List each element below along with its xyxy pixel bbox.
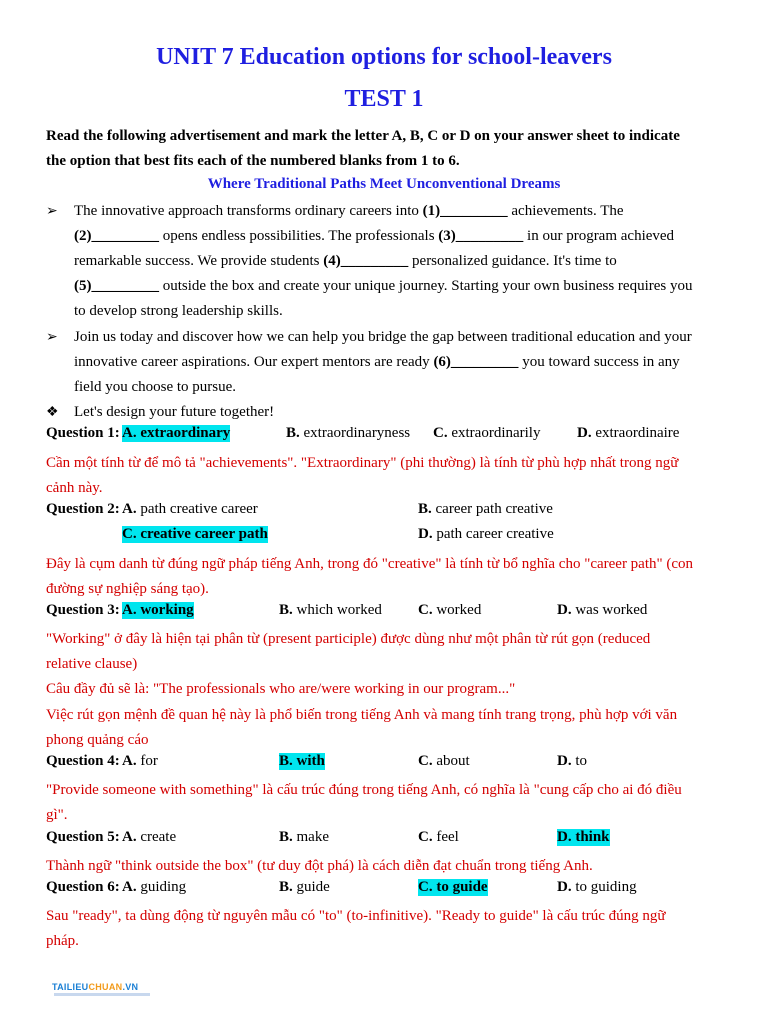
question-6-option-a: A. guiding (122, 879, 187, 895)
question-6-label: Question 6: (46, 879, 120, 895)
advertisement-heading: Where Traditional Paths Meet Unconventional Dreams (207, 176, 561, 192)
question-1-option-c: C. extraordinarily (433, 425, 541, 441)
question-6-option-b: B. guide (279, 879, 330, 895)
question-3-option-b: B. which worked (279, 602, 382, 618)
question-4-option-c: C. about (418, 753, 470, 769)
question-2-option-b: B. career path creative (418, 501, 553, 517)
question-4-explanation-line-2: gì". (46, 807, 68, 823)
question-4-option-a: A. for (122, 753, 158, 769)
question-3-explanation-line-2: relative clause) (46, 656, 138, 672)
paragraph-3: Let's design your future together! (74, 404, 275, 420)
question-6-explanation-line-1: Sau "ready", ta dùng động từ nguyên mẫu có "to" (to-infinitive). "Ready to guide" là cấu trúc đúng ngữ (46, 908, 666, 924)
question-2-explanation-line-1: Đây là cụm danh từ đúng ngữ pháp tiếng Anh, trong đó "creative" là tính từ bổ nghĩa cho "career path" (con (46, 556, 694, 572)
question-2-option-d: D. path career creative (418, 526, 554, 542)
question-2-explanation-line-2: đường sự nghiệp sáng tạo). (46, 581, 209, 597)
paragraph-1-line-1: The innovative approach transforms ordinary careers into (1)_________ achievements. The (74, 203, 624, 219)
question-6-answer-c: C. to guide (418, 879, 488, 895)
question-3-answer-a: A. working (122, 602, 194, 618)
question-1-explanation-line-1: Cần một tính từ để mô tả "achievements". "Extraordinary" (phi thường) là tính từ phù hợp nhất trong ngữ (46, 455, 679, 471)
question-4-answer-b: B. with (279, 753, 325, 769)
question-4-label: Question 4: (46, 753, 120, 769)
question-3-label: Question 3: (46, 602, 120, 618)
question-1-option-d: D. extraordinaire (577, 425, 680, 441)
arrow-bullet-icon: ➢ (46, 330, 58, 345)
question-3-explanation-line-5: phong quảng cáo (46, 732, 149, 748)
question-5-option-c: C. feel (418, 829, 459, 845)
instructions-line-1: Read the following advertisement and mark the letter A, B, C or D on your answer sheet to indicate (46, 128, 680, 144)
question-3-explanation-line-3: Câu đầy đủ sẽ là: "The professionals who are/were working in our program..." (46, 681, 516, 697)
question-5-option-b: B. make (279, 829, 329, 845)
arrow-bullet-icon: ➢ (46, 204, 58, 219)
paragraph-1-line-3: remarkable success. We provide students (4)_________ personalized guidance. It's time to (74, 253, 617, 269)
instructions-line-2: the option that best fits each of the numbered blanks from 1 to 6. (46, 153, 460, 169)
question-1-option-b: B. extraordinaryness (286, 425, 411, 441)
question-2-label: Question 2: (46, 501, 120, 517)
logo-tagline-bar (54, 993, 150, 996)
paragraph-1-line-2: (2)_________ opens endless possibilities. The professionals (3)_________ in our program achieved (74, 228, 675, 244)
paragraph-1-line-4: (5)_________ outside the box and create your unique journey. Starting your own business requires you (74, 278, 693, 294)
question-5-label: Question 5: (46, 829, 120, 845)
question-4-option-d: D. to (557, 753, 588, 769)
paragraph-1-line-5: to develop strong leadership skills. (74, 303, 283, 319)
site-logo[interactable]: TAILIEUCHUAN.VN (52, 982, 139, 992)
unit-title: UNIT 7 Education options for school-leavers (156, 44, 612, 70)
question-5-answer-d: D. think (557, 829, 610, 845)
question-4-explanation-line-1: "Provide someone with something" là cấu trúc đúng trong tiếng Anh, có nghĩa là "cung cấp cho ai đó điều (46, 782, 682, 798)
question-5-option-a: A. create (122, 829, 177, 845)
test-title: TEST 1 (344, 86, 424, 112)
instructions (46, 124, 726, 174)
question-3-option-c: C. worked (418, 602, 482, 618)
question-1-label: Question 1: (46, 425, 120, 441)
question-6-option-d: D. to guiding (557, 879, 637, 895)
paragraph-2-line-1: Join us today and discover how we can help you bridge the gap between traditional education and your (74, 329, 692, 345)
question-1-explanation-line-2: cảnh này. (46, 480, 103, 496)
question-3-explanation-line-4: Việc rút gọn mệnh đề quan hệ này là phổ biến trong tiếng Anh và mang tính trang trọng, phù hợp với văn (46, 707, 678, 723)
paragraph-2-line-2: innovative career aspirations. Our expert mentors are ready (6)_________ you toward success in any (74, 354, 680, 370)
question-3-option-d: D. was worked (557, 602, 648, 618)
question-3-explanation-line-1: "Working" ở đây là hiện tại phân từ (present participle) được dùng như một phân từ rút gọn (reduced (46, 631, 651, 647)
question-2-answer-c: C. creative career path (122, 526, 268, 542)
diamond-bullet-icon: ❖ (46, 405, 59, 420)
question-1-answer-a: A. extraordinary (122, 425, 231, 441)
question-6-explanation-line-2: pháp. (46, 933, 79, 949)
question-5-explanation-line-1: Thành ngữ "think outside the box" (tư duy đột phá) là cách diễn đạt chuẩn trong tiếng Anh. (46, 858, 593, 874)
paragraph-2-line-3: field you choose to pursue. (74, 379, 237, 395)
question-2-option-a: A. path creative career (122, 501, 258, 517)
